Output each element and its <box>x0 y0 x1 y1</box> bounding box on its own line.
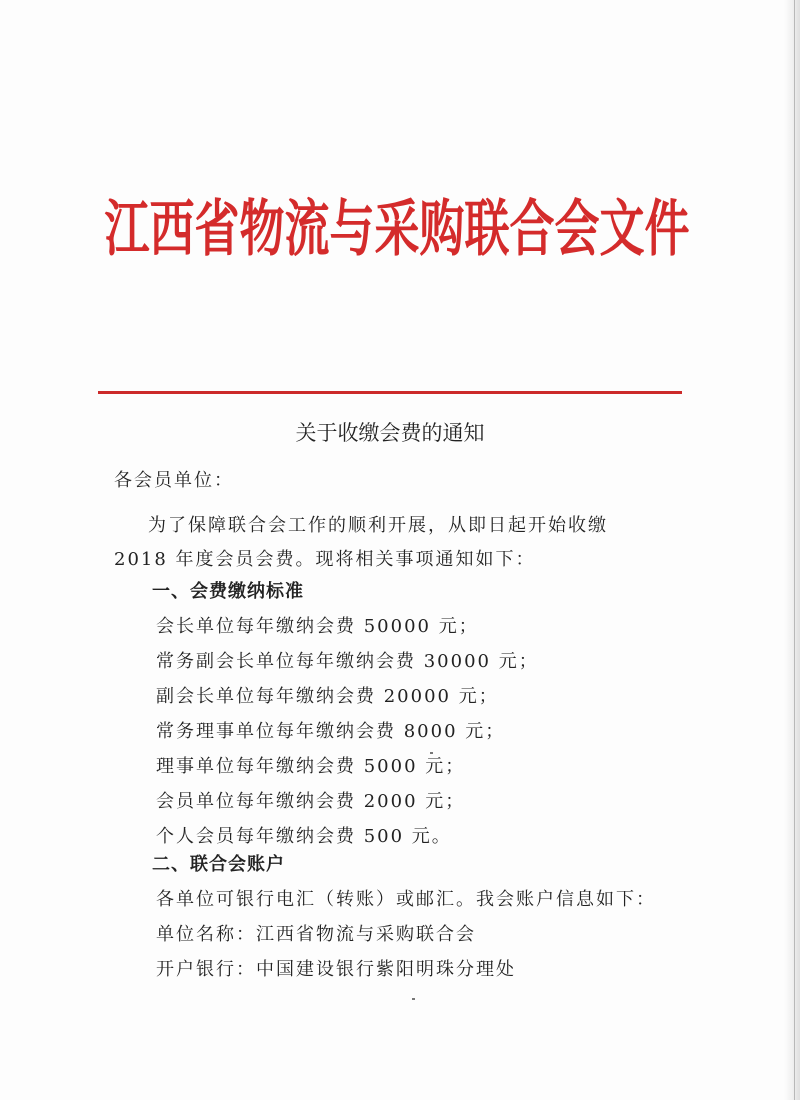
fee-item: 会员单位每年缴纳会费 2000 元； <box>156 791 466 812</box>
fee-item: 理事单位每年缴纳会费 5000 元； <box>156 756 466 777</box>
salutation: 各会员单位： <box>114 470 234 491</box>
account-line: 单位名称：江西省物流与采购联合会 <box>156 924 476 945</box>
fee-item: 会长单位每年缴纳会费 50000 元； <box>156 616 479 637</box>
fee-item: 副会长单位每年缴纳会费 20000 元； <box>156 686 499 707</box>
fee-item: 常务副会长单位每年缴纳会费 30000 元； <box>156 651 539 672</box>
scan-speck <box>412 998 415 1000</box>
org-file-header: 江西省物流与采购联合会文件 <box>104 192 690 265</box>
red-divider-rule <box>98 391 682 394</box>
account-line: 开户银行：中国建设银行紫阳明珠分理处 <box>156 959 516 980</box>
notice-title: 关于收缴会费的通知 <box>295 421 485 445</box>
page-edge-line <box>794 0 795 1100</box>
scan-speck <box>430 752 433 754</box>
page-edge-shadow <box>784 0 800 1100</box>
intro-line-1: 为了保障联合会工作的顺利开展，从即日起开始收缴 <box>148 515 608 536</box>
intro-line-2: 2018 年度会员会费。现将相关事项通知如下： <box>114 549 536 570</box>
fee-item: 常务理事单位每年缴纳会费 8000 元； <box>156 721 506 742</box>
section-heading-fees: 一、会费缴纳标准 <box>152 581 304 602</box>
fee-item: 个人会员每年缴纳会费 500 元。 <box>156 826 452 847</box>
section-heading-account: 二、联合会账户 <box>152 854 285 875</box>
account-line: 各单位可银行电汇（转账）或邮汇。我会账户信息如下： <box>156 889 656 910</box>
